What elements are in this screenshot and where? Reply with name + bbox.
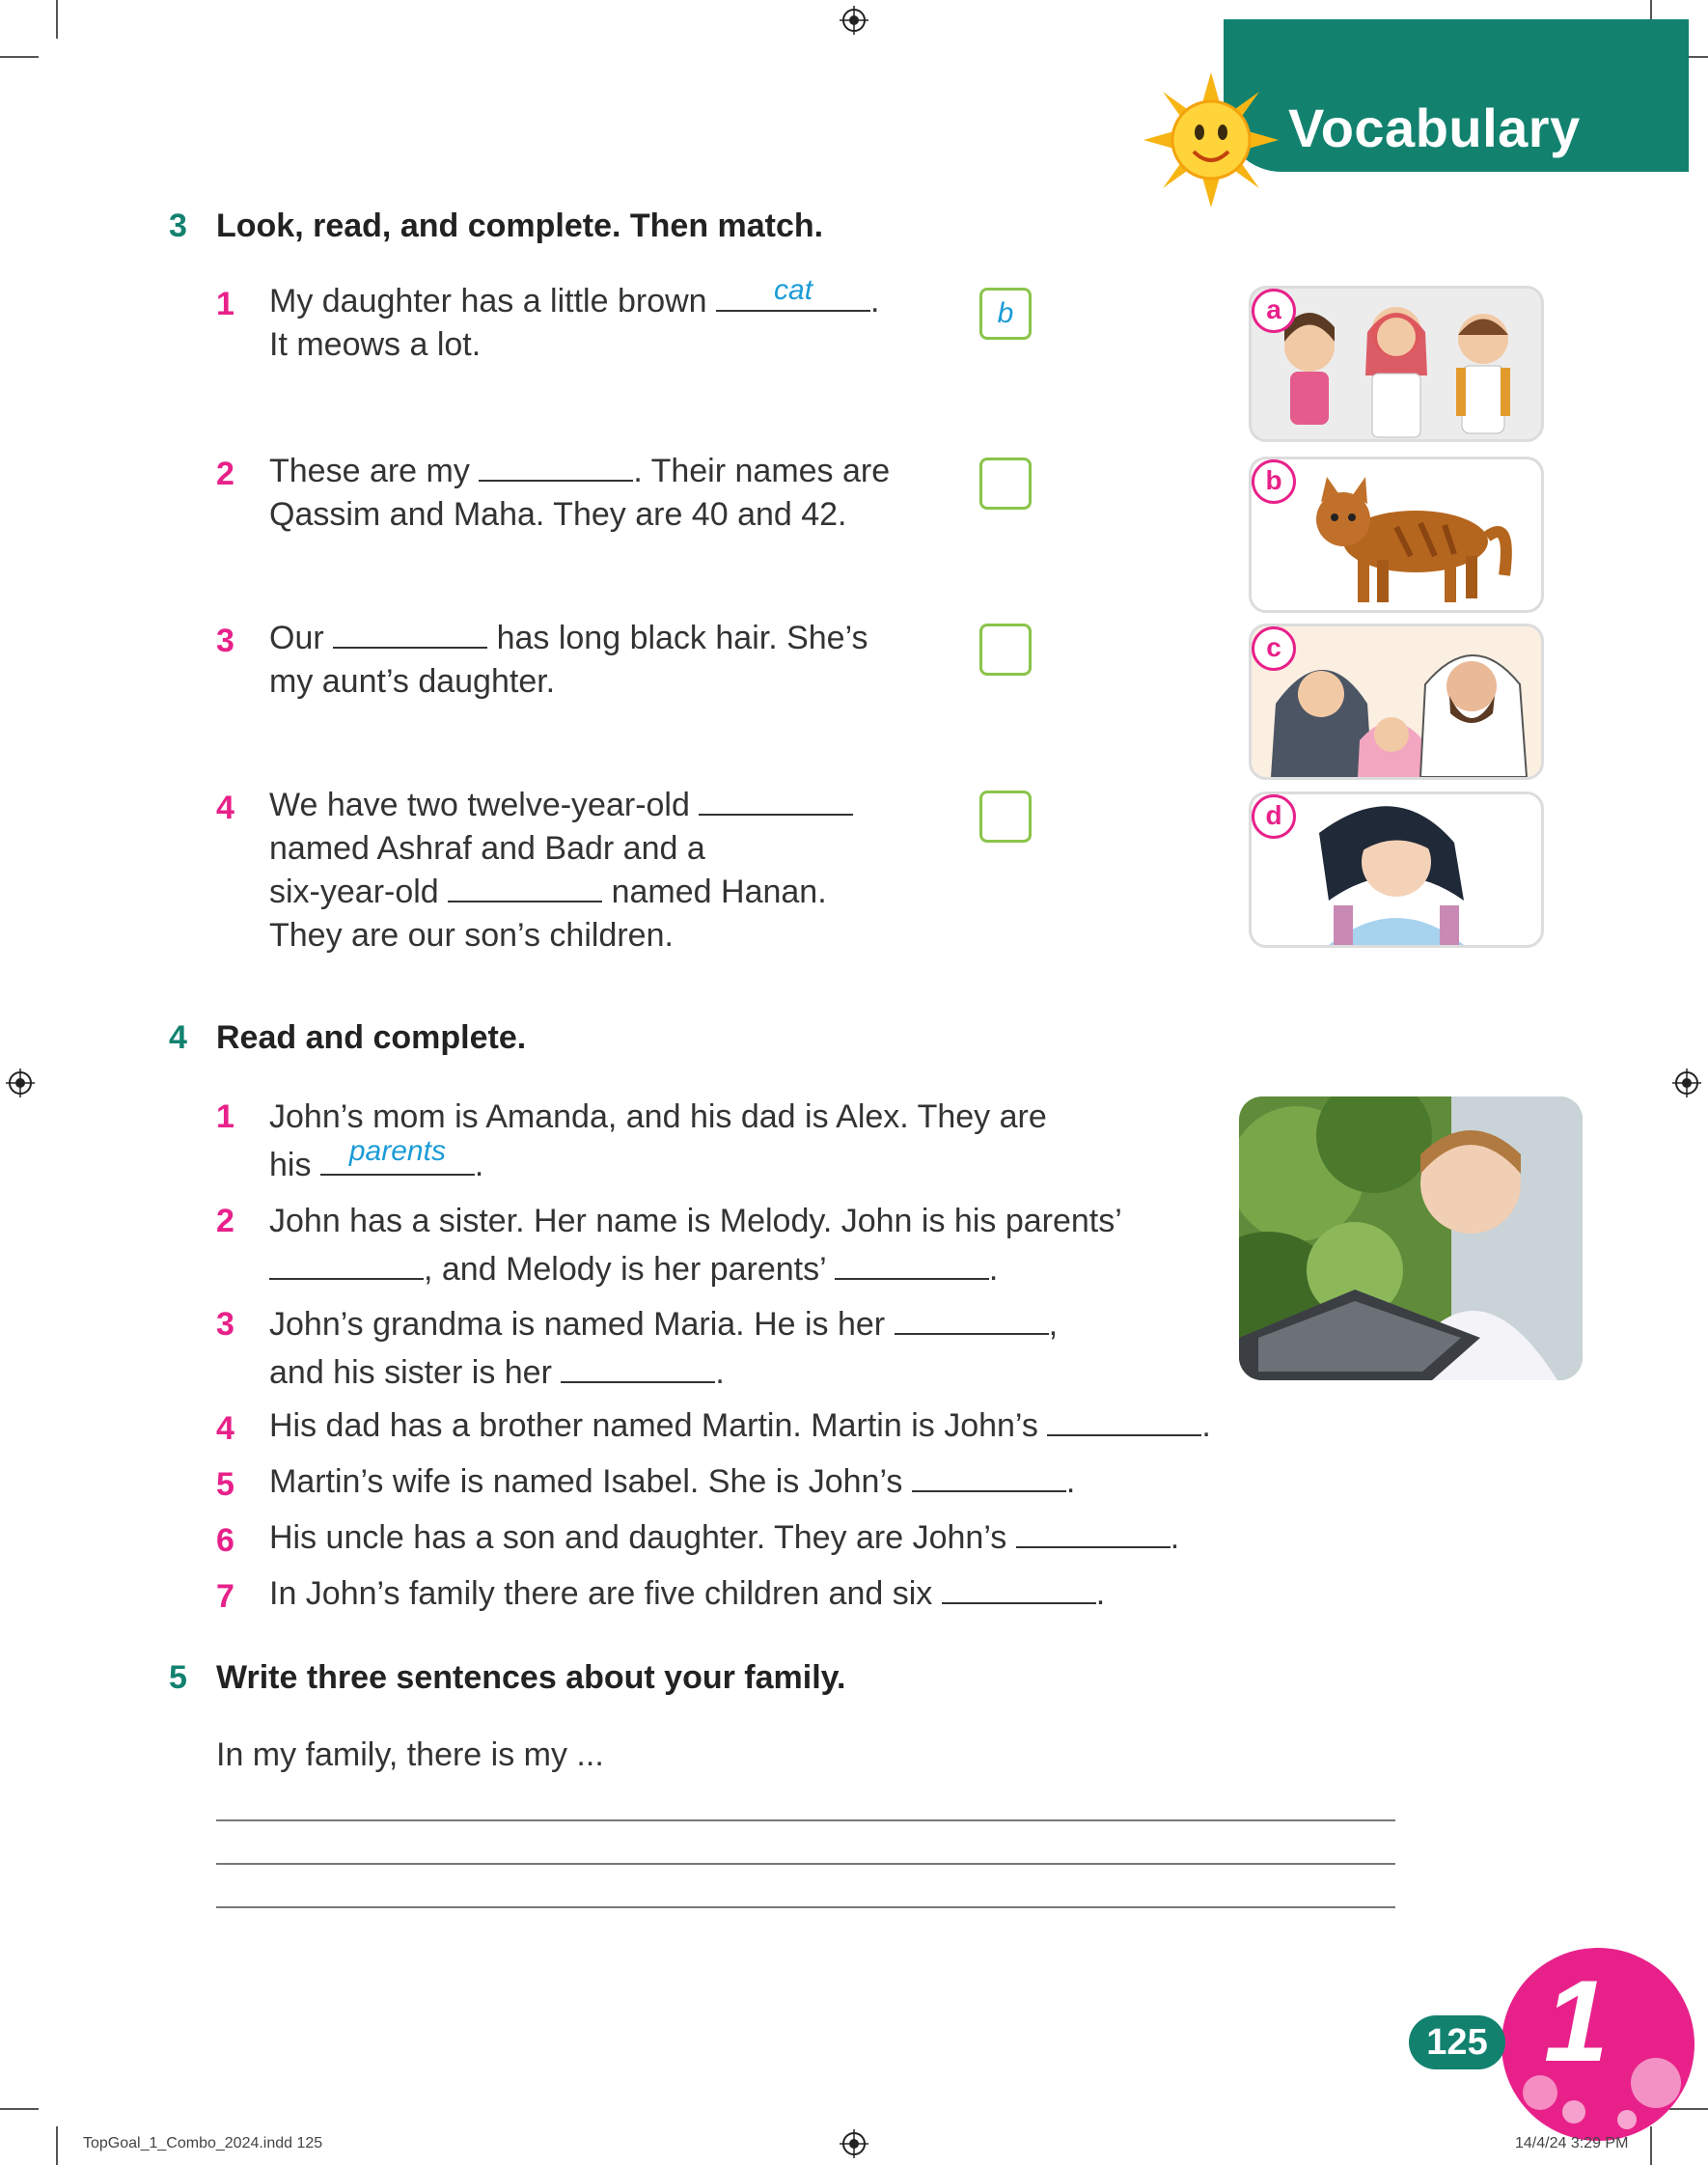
picture-label: c: [1252, 626, 1296, 671]
item-text: John’s grandma is named Maria. He is her: [269, 1306, 895, 1343]
filled-answer: parents: [348, 1135, 446, 1167]
picture-label: b: [1252, 459, 1296, 504]
item-text: These are my: [269, 453, 480, 489]
item-text: John has a sister. Her name is Melody. John is his parents’: [269, 1203, 1122, 1239]
answer-blank[interactable]: [479, 451, 633, 482]
item-text: .: [715, 1354, 725, 1391]
filled-answer: cat: [774, 274, 813, 306]
section-number: 3: [169, 208, 187, 244]
item-text: . Their names are: [633, 453, 891, 489]
section-title: Read and complete.: [216, 1019, 527, 1056]
item-number: 1: [216, 286, 234, 322]
item-text: His dad has a brother named Martin. Martin is John’s: [269, 1407, 1048, 1444]
item-text: .: [870, 283, 880, 319]
item-text: .: [988, 1251, 999, 1288]
item-text: named Hanan.: [602, 874, 827, 910]
item-text: Our: [269, 620, 334, 656]
item-number: 2: [216, 456, 234, 492]
writing-line[interactable]: [216, 1863, 1395, 1865]
item-number: 4: [216, 1410, 234, 1447]
item-text: .: [1095, 1575, 1106, 1612]
item-number: 3: [216, 623, 234, 659]
item-text: .: [1201, 1407, 1211, 1444]
exercise-item: [269, 274, 880, 367]
crop-mark: [0, 56, 39, 58]
item-number: 4: [216, 790, 234, 826]
section-title: Look, read, and complete. Then match.: [216, 208, 824, 244]
item-number: 6: [216, 1522, 234, 1559]
page-title: Vocabulary: [1288, 97, 1581, 158]
crop-mark: [0, 2108, 39, 2110]
answer-blank[interactable]: [895, 1304, 1049, 1335]
exercise-item: [269, 1093, 1047, 1189]
writing-line[interactable]: [216, 1819, 1395, 1821]
answer-blank[interactable]: [835, 1249, 989, 1280]
picture-label: d: [1252, 794, 1296, 839]
item-text: his: [269, 1147, 320, 1183]
item-text: .: [474, 1147, 484, 1183]
answer-blank[interactable]: [320, 1135, 475, 1176]
answer-blank[interactable]: [1047, 1405, 1201, 1436]
item-number: 1: [216, 1098, 234, 1135]
item-number: 3: [216, 1306, 234, 1343]
item-text: Qassim and Maha. They are 40 and 42.: [269, 496, 847, 533]
registration-mark-icon: [840, 2129, 868, 2158]
boy-reading-album-photo: [1239, 1096, 1583, 1380]
match-answer-box[interactable]: [979, 624, 1032, 676]
answer-blank[interactable]: [716, 274, 870, 312]
section-number: 4: [169, 1019, 187, 1056]
exercise-item: [269, 617, 868, 704]
item-text: In John’s family there are five children and six: [269, 1575, 942, 1612]
item-text: My daughter has a little brown: [269, 283, 717, 319]
item-number: 2: [216, 1203, 234, 1239]
item-text: .: [1065, 1463, 1076, 1500]
exercise-item: [269, 784, 853, 958]
item-text: It meows a lot.: [269, 326, 482, 363]
footer-file-info: TopGoal_1_Combo_2024.indd 125: [83, 2135, 323, 2151]
item-text: has long black hair. She’s: [487, 620, 868, 656]
answer-blank[interactable]: [912, 1461, 1066, 1492]
item-text: my aunt’s daughter.: [269, 663, 556, 700]
match-answer-box[interactable]: b: [979, 288, 1032, 340]
exercise-item: [269, 1516, 1179, 1560]
writing-prompt: In my family, there is my ...: [216, 1736, 604, 1773]
exercise-item: [269, 1300, 1058, 1397]
exercise-item: [269, 1460, 1075, 1504]
page-number: 125: [1409, 2015, 1505, 2069]
registration-mark-icon: [840, 6, 868, 35]
unit-number: 1: [1544, 1957, 1609, 2086]
item-text: and his sister is her: [269, 1354, 562, 1391]
answer-blank[interactable]: [561, 1352, 715, 1383]
match-answer-box[interactable]: [979, 458, 1032, 510]
section-title: Write three sentences about your family.: [216, 1659, 846, 1696]
item-text: John’s mom is Amanda, and his dad is Alex. They are: [269, 1098, 1047, 1135]
answer-blank[interactable]: [942, 1573, 1096, 1604]
item-text: His uncle has a son and daughter. They are John’s: [269, 1519, 1016, 1556]
footer-date: 14/4/24 3:29 PM: [1515, 2135, 1629, 2151]
item-text: named Ashraf and Badr and a: [269, 830, 705, 867]
crop-mark: [56, 2126, 58, 2165]
writing-line[interactable]: [216, 1906, 1395, 1908]
item-text: Martin’s wife is named Isabel. She is John’s: [269, 1463, 912, 1500]
registration-mark-icon: [1672, 1069, 1701, 1097]
answer-blank[interactable]: [333, 618, 487, 649]
answer-blank[interactable]: [448, 872, 602, 902]
exercise-item: [269, 1197, 1122, 1293]
exercise-item: [269, 450, 890, 537]
item-text: We have two twelve-year-old: [269, 787, 700, 823]
item-text: , and Melody is her parents’: [424, 1251, 835, 1288]
item-text: ,: [1048, 1306, 1059, 1343]
section-number: 5: [169, 1659, 187, 1696]
sun-mascot-icon: [1143, 72, 1279, 208]
item-text: .: [1170, 1519, 1180, 1556]
answer-blank[interactable]: [269, 1249, 424, 1280]
answer-blank[interactable]: [699, 785, 853, 816]
item-number: 7: [216, 1578, 234, 1615]
item-text: They are our son’s children.: [269, 917, 674, 954]
picture-label: a: [1252, 289, 1296, 333]
match-answer-box[interactable]: [979, 791, 1032, 843]
crop-mark: [56, 0, 58, 39]
exercise-item: [269, 1572, 1105, 1616]
answer-blank[interactable]: [1016, 1517, 1171, 1548]
exercise-item: [269, 1404, 1211, 1448]
item-number: 5: [216, 1466, 234, 1503]
item-text: six-year-old: [269, 874, 449, 910]
registration-mark-icon: [6, 1069, 35, 1097]
